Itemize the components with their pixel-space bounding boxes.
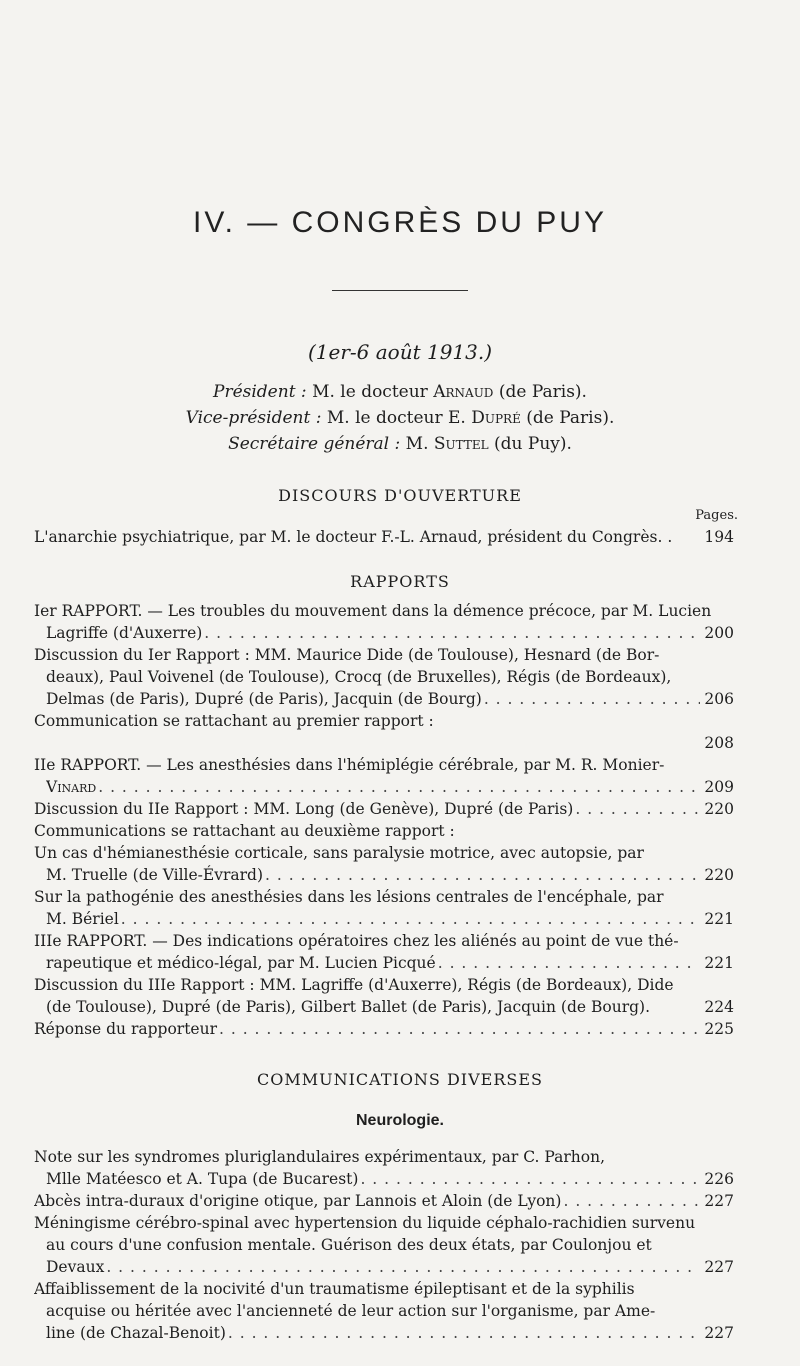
- toc-line: Un cas d'hémianesthésie corticale, sans paralysie motrice, avec autopsie, par: [34, 844, 644, 862]
- toc-text: Abcès intra-duraux d'origine otique, par Lannois et Aloin (de Lyon): [34, 1192, 562, 1210]
- page-number: 206: [700, 688, 734, 710]
- toc-line: [46, 864, 734, 886]
- toc-line: Note sur les syndromes pluriglandulaires expérimentaux, par C. Parhon,: [34, 1148, 606, 1166]
- toc-line: [34, 1190, 734, 1212]
- leader-dots: [575, 798, 700, 820]
- toc-line: Discussion du Ier Rapport : MM. Maurice Dide (de Toulouse), Hesnard (de Bor-: [34, 646, 660, 664]
- toc-line: Ier RAPPORT. — Les troubles du mouvement dans la démence précoce, par M. Lucien: [34, 602, 712, 620]
- congress-dates: (1er-6 août 1913.): [307, 340, 493, 364]
- toc-line: [46, 688, 734, 710]
- toc-line: Discussion du IIIe Rapport : MM. Lagriffe (d'Auxerre), Régis (de Bordeaux), Dide: [34, 976, 674, 994]
- officer-text: M.: [405, 434, 429, 454]
- officer-name: Dupré: [471, 408, 521, 428]
- page-number: 221: [700, 908, 734, 930]
- page-number: 225: [700, 1018, 734, 1040]
- officer-place: (de Paris).: [498, 382, 587, 402]
- toc-line: IIIe RAPPORT. — Des indications opératoires chez les aliénés au point de vue thé-: [34, 932, 679, 950]
- toc-text: line (de Chazal-Benoit): [46, 1324, 226, 1342]
- page-number: 227: [700, 1256, 734, 1278]
- toc-line: acquise ou héritée avec l'ancienneté de leur action sur l'organisme, par Ame-: [46, 1302, 656, 1320]
- toc-text: Lagriffe (d'Auxerre): [46, 624, 203, 642]
- page-number: 220: [700, 798, 734, 820]
- toc-line: [46, 1256, 734, 1278]
- toc-line: Communications se rattachant au deuxième rapport :: [34, 822, 455, 840]
- toc-text: Réponse du rapporteur: [34, 1020, 217, 1038]
- page-number: 194: [700, 526, 734, 548]
- toc-line: Affaiblissement de la nocivité d'un traumatisme épileptisant et de la syphilis: [34, 1280, 635, 1298]
- officer-place: (du Puy).: [494, 434, 572, 454]
- leader-dots: [484, 688, 701, 710]
- officer-secretary: [0, 434, 800, 454]
- officer-text: M. le docteur E.: [326, 408, 466, 428]
- toc-line: [46, 622, 734, 644]
- toc-line: [34, 526, 734, 548]
- leader-dots: [438, 952, 701, 974]
- leader-dots: [98, 776, 700, 798]
- toc-line: au cours d'une confusion mentale. Guérison des deux états, par Coulonjou et: [46, 1236, 652, 1254]
- toc-line: [46, 996, 734, 1018]
- toc-text: Delmas (de Paris), Dupré (de Paris), Jacquin (de Bourg): [46, 690, 482, 708]
- page-number: 208: [700, 732, 734, 754]
- toc-line: [34, 1018, 734, 1040]
- officer-role: Président :: [213, 382, 307, 402]
- leader-dots: [106, 1256, 700, 1278]
- toc-line: [34, 798, 734, 820]
- toc-line: [34, 732, 734, 754]
- pages-column-label: Pages.: [695, 508, 738, 523]
- toc-line: deaux), Paul Voivenel (de Toulouse), Crocq (de Bruxelles), Régis (de Bordeaux),: [46, 668, 672, 686]
- officer-place: (de Paris).: [526, 408, 615, 428]
- toc-line: Communication se rattachant au premier rapport :: [34, 712, 434, 730]
- leader-dots: [228, 1322, 701, 1344]
- toc-text: Devaux: [46, 1258, 105, 1276]
- chapter-title: IV. — CONGRÈS DU PUY: [193, 206, 607, 239]
- leader-dots: [563, 1190, 700, 1212]
- officer-president: [0, 382, 800, 402]
- toc-line: [46, 776, 734, 798]
- leader-dots: [219, 1018, 700, 1040]
- officer-name: Arnaud: [433, 382, 494, 402]
- page-number: 224: [700, 996, 734, 1018]
- page-number: 227: [700, 1322, 734, 1344]
- toc-text: M. Truelle (de Ville-Évrard): [46, 866, 264, 884]
- leader-dots: [121, 908, 701, 930]
- toc-text: rapeutique et médico-légal, par M. Lucien Picqué: [46, 954, 436, 972]
- title-rule: [332, 290, 468, 291]
- toc-text: M. Bériel: [46, 910, 119, 928]
- toc-line: Méningisme cérébro-spinal avec hypertension du liquide céphalo-rachidien survenu: [34, 1214, 696, 1232]
- toc-line: [46, 952, 734, 974]
- subsection-heading-neurologie: Neurologie.: [355, 1112, 444, 1129]
- toc-text: Mlle Matéesco et A. Tupa (de Bucarest): [46, 1170, 359, 1188]
- leader-dots: [265, 864, 700, 886]
- officer-role: Vice-président :: [185, 408, 322, 428]
- leader-dots: [204, 622, 700, 644]
- toc-line: IIe RAPPORT. — Les anesthésies dans l'hémiplégie cérébrale, par M. R. Monier-: [34, 756, 665, 774]
- officer-role: Secrétaire général :: [228, 434, 401, 454]
- page-number: 209: [700, 776, 734, 798]
- toc-line: [46, 908, 734, 930]
- toc-text: Discussion du IIe Rapport : MM. Long (de Genève), Dupré (de Paris): [34, 800, 574, 818]
- toc-text: Vinard: [46, 778, 97, 796]
- section-heading-communications: COMMUNICATIONS DIVERSES: [256, 1070, 544, 1089]
- page-number: 220: [700, 864, 734, 886]
- officer-text: M. le docteur: [312, 382, 428, 402]
- officer-name: Suttel: [433, 434, 489, 454]
- toc-line: [46, 1168, 734, 1190]
- page-number: 227: [700, 1190, 734, 1212]
- section-heading-discours: DISCOURS D'OUVERTURE: [278, 486, 522, 505]
- toc-line: [46, 1322, 734, 1344]
- page-number: 200: [700, 622, 734, 644]
- officer-vice-president: [0, 408, 800, 428]
- section-heading-rapports: RAPPORTS: [350, 572, 450, 591]
- page-number: 221: [700, 952, 734, 974]
- toc-text: (de Toulouse), Dupré (de Paris), Gilbert Ballet (de Paris), Jacquin (de Bourg).: [46, 998, 651, 1016]
- leader-dots: [360, 1168, 700, 1190]
- toc-text: L'anarchie psychiatrique, par M. le docteur F.-L. Arnaud, président du Congrès. .: [34, 528, 673, 546]
- toc-line: Sur la pathogénie des anesthésies dans les lésions centrales de l'encéphale, par: [34, 888, 664, 906]
- page-number: 226: [700, 1168, 734, 1190]
